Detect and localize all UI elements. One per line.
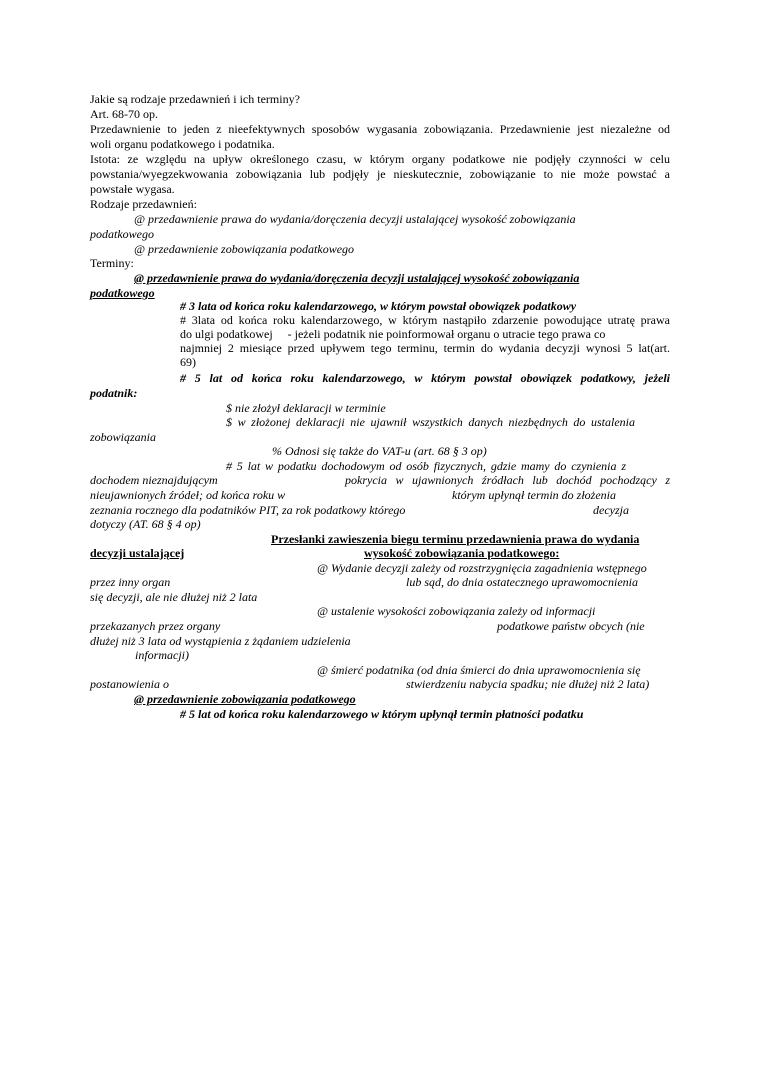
essence-line-2: powstania/wyegzekwowania zobowiązania lub podjęły je nieskutecznie, zobowiązanie to nie może powstać a [90,167,670,181]
suspension-1-line-2a: przez inny organ [90,575,171,589]
suspension-1-line-1: @ Wydanie decyzji zależy od rozstrzygnięcia zagadnienia wstępnego [317,561,647,575]
term-section-1-line-1: @ przedawnienie prawa do wydania/doręczenia decyzji ustalającej wysokość zobowiązania [134,271,580,285]
condition-incomplete-line-2: zobowiązania [90,430,157,444]
pit-term-line-4a: zeznania rocznego dla podatników PIT, za rok podatkowy którego [90,503,406,517]
term-relief-line-2: do ulgi podatkowej - jeżeli podatnik nie poinformował organu o utracie tego prawa co [180,327,606,341]
suspension-heading-line-2a: decyzji ustalającej [90,546,185,560]
term-3-years: # 3 lata od końca roku kalendarzowego, w którym powstał obowiązek podatkowy [180,299,577,313]
pit-term-line-1: # 5 lat w podatku dochodowym od osób fizycznych, gdzie mamy do czynienia z [226,459,626,473]
term-section-2: @ przedawnienie zobowiązania podatkowego [134,692,356,706]
suspension-2-line-2b: podatkowe państw obcych (nie [497,619,645,633]
condition-incomplete-line-1: $ w złożonej deklaracji nie ujawnił wszystkich danych niezbędnych do ustalenia [226,415,635,429]
suspension-1-line-2b: lub sąd, do dnia ostatecznego uprawomocnienia [406,575,638,589]
suspension-2-line-1: @ ustalenie wysokości zobowiązania zależy od informacji [317,604,596,618]
pit-term-line-3a: nieujawnionych źródeł; od końca roku w [90,488,286,502]
vat-note: % Odnosi się także do VAT-u (art. 68 § 3 op) [272,444,487,458]
suspension-3-line-2a: postanowienia o [90,677,170,691]
type-1-line-1: @ przedawnienie prawa do wydania/doręczenia decyzji ustalającej wysokość zobowiązania [134,212,576,226]
pit-term-line-4b: decyzja [593,503,629,517]
term-relief-line-4: 69) [180,355,196,369]
type-2: @ przedawnienie zobowiązania podatkowego [134,242,355,256]
type-1-line-2: podatkowego [90,227,154,241]
article-ref: Art. 68-70 op. [90,107,158,121]
term-relief-line-1: # 3lata od końca roku kalendarzowego, w którym nastąpiło zdarzenie powodujące utratę prawa [180,313,670,327]
condition-no-declaration: $ nie złożył deklaracji w terminie [226,401,386,415]
suspension-3-line-2b: stwierdzeniu nabycia spadku; nie dłużej niż 2 lata) [406,677,650,691]
suspension-heading-line-1: Przesłanki zawieszenia biegu terminu przedawnienia prawa do wydania [271,532,640,546]
suspension-heading-line-2b: wysokość zobowiązania podatkowego: [364,546,560,560]
term-5-years-line-1: # 5 lat od końca roku kalendarzowego, w którym powstał obowiązek podatkowy, jeżeli [180,371,670,385]
question-line: Jakie są rodzaje przedawnień i ich terminy? [90,92,300,106]
essence-line-3: powstałe wygasa. [90,182,175,196]
suspension-2-line-3: dłużej niż 3 lata od wystąpienia z żądaniem udzielenia [90,634,351,648]
term-relief-line-3: najmniej 2 miesiące przed upływem tego terminu, termin do wydania decyzji wynosi 5 lat(art. [180,341,670,355]
definition-line-1: Przedawnienie to jeden z nieefektywnych sposobów wygasania zobowiązania. Przedawnienie jest niezależne od [90,122,670,136]
suspension-2-line-4: informacji) [135,648,189,662]
pit-term-line-2a: dochodem nieznajdującym [90,473,218,487]
pit-term-line-5: dotyczy (AT. 68 § 4 op) [90,517,201,531]
suspension-3-line-1: @ śmierć podatnika (od dnia śmierci do dnia uprawomocnienia się [317,663,641,677]
term-section-1-line-2: podatkowego [90,286,155,300]
essence-line-1: Istota: ze względu na upływ określonego czasu, w którym organy podatkowe nie podjęły czynności w celu [90,152,670,166]
term-5-years-line-2: podatnik: [90,386,138,400]
types-heading: Rodzaje przedawnień: [90,197,197,211]
suspension-2-line-2a: przekazanych przez organy [90,619,221,633]
suspension-1-line-3: się decyzji, ale nie dłużej niż 2 lata [90,590,258,604]
pit-term-line-3b: którym upłynął termin do złożenia [452,488,616,502]
definition-line-2: woli organu podatkowego i podatnika. [90,137,275,151]
pit-term-line-2b: pokrycia w ujawnionych źródłach lub dochód pochodzący z [345,473,670,487]
term-payment-deadline: # 5 lat od końca roku kalendarzowego w którym upłynął termin płatności podatku [180,707,584,721]
terms-heading: Terminy: [90,256,134,270]
